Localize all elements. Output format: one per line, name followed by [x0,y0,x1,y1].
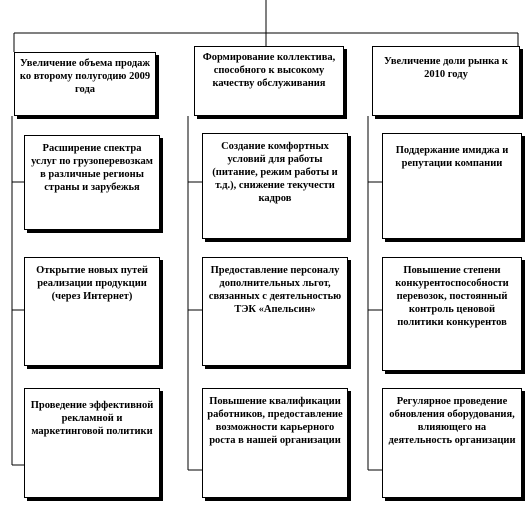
goal-header-3 [372,46,520,116]
goal-header-3-text: Увеличение доли рынка к 2010 году [384,56,508,80]
task-box-3-3 [382,388,522,498]
goal-header-1-text: Увеличение объема продаж ко второму полугодию 2009 года [19,58,151,95]
task-box-2-2 [202,257,348,366]
task-box-1-3-text: Проведение эффективной рекламной и маркетинговой политики [30,400,154,437]
task-box-1-1 [24,135,160,230]
task-box-2-3-text: Повышение квалификации работников, предоставление возможности карьерного роста в нашей организации [207,396,343,446]
goal-header-2-text: Формирование коллектива, способного к высокому качеству обслуживания [202,52,336,89]
task-box-3-3-text: Регулярное проведение обновления оборудования, влияющего на деятельность организации [388,396,516,446]
task-box-3-2 [382,257,522,371]
task-box-1-2-text: Открытие новых путей реализации продукции (через Интернет) [36,265,148,302]
task-box-1-2 [24,257,160,366]
goal-header-2 [194,46,344,116]
goal-header-1 [14,52,156,116]
task-box-2-1 [202,133,348,239]
task-box-3-2-text: Повышение степени конкурентоспособности перевозок, постоянный контроль ценовой политики конкурентов [395,265,509,328]
task-box-2-2-text: Предоставление персоналу дополнительных льгот, связанных с деятельностью ТЭК «Апельсин» [208,265,342,315]
task-box-2-3 [202,388,348,498]
task-box-1-3 [24,388,160,498]
task-box-3-1-text: Поддержание имиджа и репутации компании [395,145,509,169]
task-box-3-1 [382,133,522,239]
task-box-1-1-text: Расширение спектра услуг по грузоперевозкам в различные регионы страны и зарубежья [31,143,153,193]
task-box-2-1-text: Создание комфортных условий для работы (питание, режим работы и т.д.), снижение текучести кадров [212,141,338,204]
